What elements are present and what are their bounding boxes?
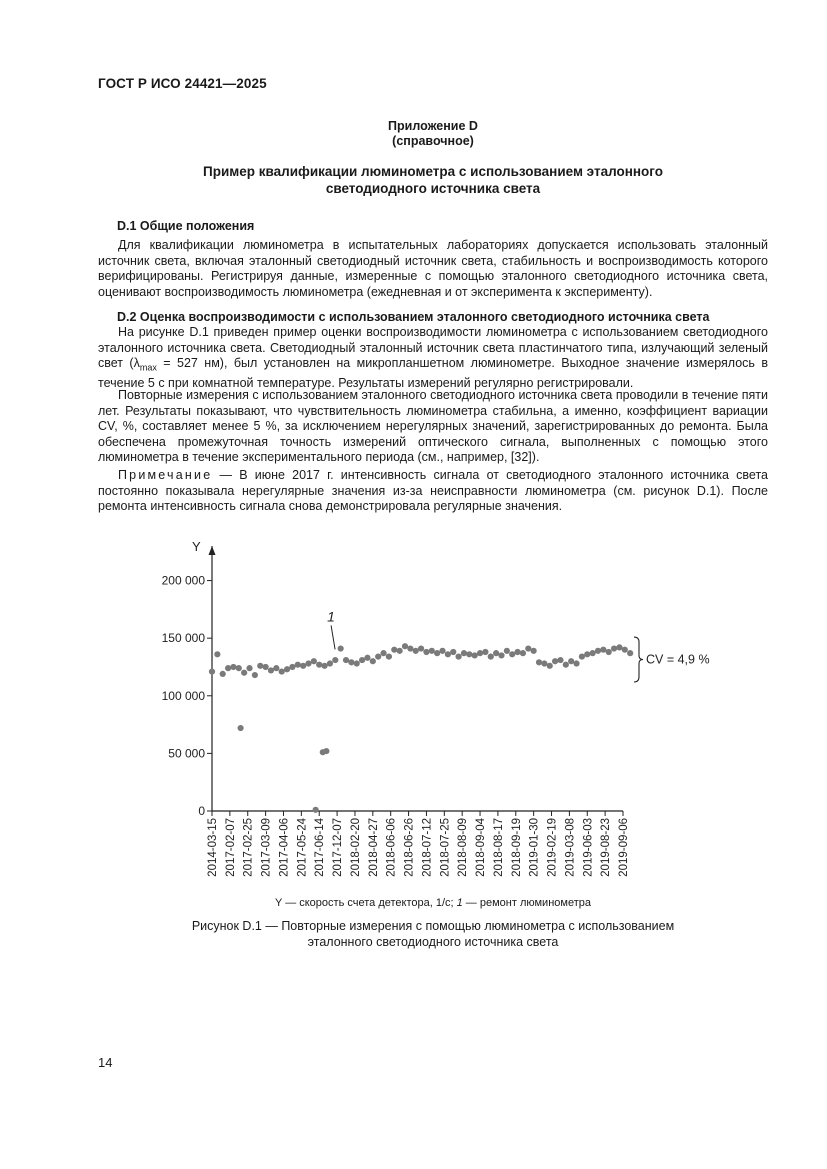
data-point (236, 665, 242, 671)
data-point (327, 660, 333, 666)
data-point (557, 657, 563, 663)
data-point (627, 650, 633, 656)
data-point (616, 644, 622, 650)
data-point (397, 648, 403, 654)
figure-legend (0, 897, 827, 909)
data-point (595, 648, 601, 654)
data-point (509, 651, 515, 657)
data-point (386, 654, 392, 660)
y-axis-arrow (209, 546, 216, 555)
x-tick-label: 2018-08-17 (492, 818, 505, 877)
para1-part-b: = 527 нм), был установлен на микропланшетном люминометре. Выходное значение измерялось в течение 5 с при комнатной температуре. Результаты измерений регулярно регистрировали. (98, 356, 768, 390)
data-point (402, 643, 408, 649)
data-point (536, 659, 542, 665)
data-point (323, 748, 329, 754)
x-tick-label: 2019-03-08 (564, 818, 577, 877)
data-point (477, 650, 483, 656)
data-point (321, 663, 327, 669)
x-tick-label: 2017-05-24 (296, 818, 309, 877)
x-tick-label: 2019-06-03 (582, 818, 595, 877)
data-point (332, 657, 338, 663)
data-point (429, 648, 435, 654)
data-point (606, 649, 612, 655)
data-point (273, 665, 279, 671)
data-point (220, 671, 226, 677)
y-tick-label: 0 (198, 804, 205, 818)
data-point (488, 654, 494, 660)
main-title-line1: Пример квалификации люминометра с использованием эталонного (203, 164, 663, 179)
x-tick-label: 2018-07-12 (421, 818, 434, 877)
x-tick-label: 2017-03-09 (260, 818, 273, 877)
cv-brace (634, 637, 643, 682)
page-number: 14 (98, 1055, 113, 1070)
data-point (445, 651, 451, 657)
data-point (579, 654, 585, 660)
main-title (0, 163, 827, 197)
data-point (456, 654, 462, 660)
data-point (230, 664, 236, 670)
y-tick-label: 100 000 (161, 688, 205, 703)
x-tick-label: 2017-02-25 (242, 818, 255, 877)
data-point (461, 650, 467, 656)
data-point (225, 665, 231, 671)
data-point (375, 654, 381, 660)
x-tick-label: 2017-04-06 (278, 818, 291, 877)
data-point (493, 650, 499, 656)
document-header: ГОСТ Р ИСО 24421—2025 (98, 76, 267, 91)
data-point (354, 660, 360, 666)
data-point (407, 645, 413, 651)
annex-type: (справочное) (392, 134, 474, 148)
annotation-leader (331, 625, 335, 649)
x-tick-label: 2018-06-26 (403, 818, 416, 877)
data-point (391, 647, 397, 653)
data-point (257, 663, 263, 669)
x-tick-label: 2014-03-15 (207, 818, 219, 877)
data-point (263, 664, 269, 670)
x-tick-label: 2017-06-14 (314, 818, 327, 877)
data-point (622, 647, 628, 653)
data-point (466, 651, 472, 657)
x-tick-label: 2019-09-06 (618, 818, 630, 877)
y-tick-label: 200 000 (161, 573, 205, 588)
data-point (311, 658, 317, 664)
section1-heading: D.1 Общие положения (117, 219, 255, 233)
x-tick-label: 2018-07-25 (439, 818, 452, 877)
y-tick-label: 150 000 (161, 631, 205, 646)
note-label: Примечание (118, 468, 213, 482)
data-point (498, 652, 504, 658)
para1-part-a: На рисунке D.1 приведен пример оценки воспроизводимости люминометра с использованием светодиодного эталонного источника света. Светодиодный эталонный источник света пластинчатого типа, излучающий зеленый свет (λ (98, 325, 768, 370)
cv-label: CV = 4,9 % (646, 652, 710, 667)
data-point (279, 668, 285, 674)
data-point (418, 645, 424, 651)
y-tick-label: 50 000 (168, 746, 205, 761)
data-point (423, 649, 429, 655)
section2-paragraph1 (98, 325, 768, 392)
data-point (359, 657, 365, 663)
data-point (413, 648, 419, 654)
data-point (541, 660, 547, 666)
data-point (364, 655, 370, 661)
data-point (520, 650, 526, 656)
data-point (573, 660, 579, 666)
x-tick-label: 2019-01-30 (528, 818, 541, 877)
data-point (209, 668, 215, 674)
section1-paragraph: Для квалификации люминометра в испытательных лабораториях допускается использовать эталонный источник света, включая эталонный светодиодный источник света, стабильность и воспроизводимость которого верифицированы. Регистрируя данные, измеренные с помощью эталонного светодиодного источника света, оценивают воспроизводимость люминометра (ежедневная и от эксперимента к эксперименту). (98, 238, 768, 299)
x-tick-label: 2018-02-20 (349, 818, 362, 877)
note-text: — В июне 2017 г. интенсивность сигнала от светодиодного эталонного источника света постоянно показывала нерегулярные значения из-за неисправности люминометра (см. рисунок D.1). После ремонта интенсивность сигнала снова демонстрировала регулярные значения. (98, 468, 768, 513)
lambda-subscript: max (139, 362, 157, 373)
data-point (600, 647, 606, 653)
data-point (514, 649, 520, 655)
figure-caption (0, 918, 827, 950)
data-point (348, 659, 354, 665)
data-point (343, 657, 349, 663)
data-point (611, 645, 617, 651)
caption-line2: эталонного светодиодного источника света (307, 935, 559, 949)
legend-part-b: — ремонт люминометра (462, 897, 591, 909)
caption-line1: Рисунок D.1 — Повторные измерения с помощью люминометра с использованием (191, 919, 675, 933)
data-point (568, 658, 574, 664)
data-point (246, 665, 252, 671)
annex-title: Приложение D (388, 119, 478, 133)
data-point (370, 658, 376, 664)
note-paragraph (98, 468, 768, 515)
y-axis-label: Y (192, 539, 201, 554)
annotation-label: 1 (327, 608, 335, 625)
data-point (584, 651, 590, 657)
data-point (284, 666, 290, 672)
x-tick-label: 2018-09-04 (475, 818, 488, 877)
data-point (563, 662, 569, 668)
data-point (252, 672, 258, 678)
data-point (300, 663, 306, 669)
section2-heading: D.2 Оценка воспроизводимости с использованием эталонного светодиодного источника света (117, 310, 710, 324)
data-point (295, 662, 301, 668)
data-point (472, 652, 478, 658)
data-point (241, 670, 247, 676)
x-tick-label: 2018-08-09 (457, 818, 470, 877)
data-point (590, 650, 596, 656)
x-tick-label: 2018-06-06 (385, 818, 398, 877)
main-title-line2: светодиодного источника света (325, 181, 541, 196)
data-point (338, 645, 344, 651)
data-point (525, 645, 531, 651)
data-point (380, 650, 386, 656)
data-point (482, 649, 488, 655)
data-point (450, 649, 456, 655)
x-tick-label: 2018-09-19 (510, 818, 523, 877)
section2-paragraph2: Повторные измерения с использованием эталонного светодиодного источника света проводили в течение пяти лет. Результаты показывают, что чувствительность люминометра стабильна, а именно, коэффициент вариации CV, %, составляет менее 5 %, за исключением нерегулярных значений, зарегистрированных до ремонта. Была обеспечена промежуточная точность измерений оптического сигнала, выполненных с помощью этого люминометра в течение экспериментального периода (см., например, [32]). (98, 388, 768, 464)
data-point (547, 663, 553, 669)
data-point (305, 660, 311, 666)
x-tick-label: 2017-12-07 (332, 818, 345, 877)
data-point (313, 807, 319, 813)
data-point (434, 650, 440, 656)
data-point (289, 664, 295, 670)
x-tick-label: 2019-08-23 (600, 818, 613, 877)
repeatability-chart (0, 530, 827, 900)
data-point (316, 662, 322, 668)
data-point (237, 725, 243, 731)
data-point (531, 648, 537, 654)
legend-part-a: Y — скорость счета детектора, 1/с; (275, 897, 457, 909)
x-tick-label: 2019-02-19 (546, 818, 559, 877)
data-point (268, 667, 274, 673)
data-point (214, 651, 220, 657)
data-point (439, 648, 445, 654)
legend-number: 1 (456, 897, 463, 909)
data-point (504, 648, 510, 654)
x-tick-label: 2018-04-27 (367, 818, 380, 877)
x-tick-label: 2017-02-07 (224, 818, 237, 877)
data-point (552, 658, 558, 664)
